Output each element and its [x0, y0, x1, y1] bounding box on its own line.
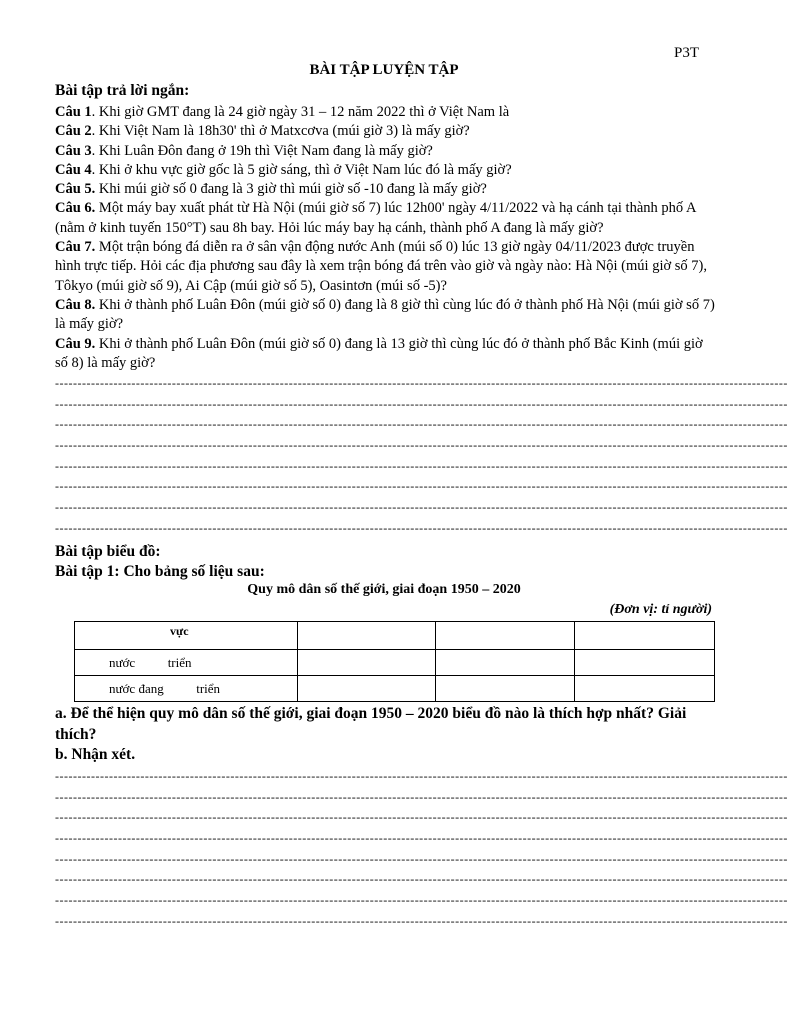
answer-line: -------------------------------------------------------------------------------------------------------------------------------------------------------------------	[55, 872, 788, 887]
table-cell	[436, 650, 575, 676]
answer-line: -------------------------------------------------------------------------------------------------------------------------------------------------------------------	[55, 376, 788, 390]
question-list	[55, 103, 715, 373]
table-cell	[436, 676, 575, 702]
question-text: Một trận bóng đá diễn ra ở sân vận động nước Anh (múi số 0) lúc 13 giờ ngày 04/11/2023 được truyền hình trực tiếp. Hỏi các địa phương sau đây là xem trận bóng đá trên vào giờ và ngày nào: Hà Nội (múi giờ số 7), Tôkyo (múi giờ số 9), Ai Cập (múi giờ số 5), Oasintơn (múi số -5)?	[55, 239, 707, 294]
answer-area-2[interactable]	[55, 766, 788, 932]
answer-line: -------------------------------------------------------------------------------------------------------------------------------------------------------------------	[55, 789, 788, 804]
row-label: nước đang triển	[75, 676, 298, 702]
question-label: Câu 6.	[55, 200, 96, 217]
question-6	[55, 199, 715, 238]
table-cell	[436, 622, 575, 650]
row-label: nước triển	[75, 650, 298, 676]
question-5	[55, 180, 715, 199]
question-label: Câu 1	[55, 104, 92, 120]
question-text: . Khi Luân Đôn đang ở 19h thì Việt Nam đang là mấy giờ?	[91, 142, 433, 159]
question-3	[55, 142, 715, 161]
question-label: Câu 5.	[55, 181, 96, 198]
table-row	[75, 676, 715, 702]
question-label: Câu 2	[55, 123, 92, 140]
page-title: BÀI TẬP LUYỆN TẬP	[309, 62, 459, 78]
answer-line: -------------------------------------------------------------------------------------------------------------------------------------------------------------------	[55, 500, 788, 515]
answer-line: -------------------------------------------------------------------------------------------------------------------------------------------------------------------	[55, 417, 788, 432]
short-answer-heading: Bài tập trả lời ngắn:	[55, 82, 190, 99]
answer-line: -------------------------------------------------------------------------------------------------------------------------------------------------------------------	[55, 810, 788, 825]
answer-line: -------------------------------------------------------------------------------------------------------------------------------------------------------------------	[55, 769, 788, 783]
table-cell	[298, 650, 436, 676]
table-caption: Quy mô dân số thế giới, giai đoạn 1950 – 2020	[247, 582, 521, 597]
answer-line: -------------------------------------------------------------------------------------------------------------------------------------------------------------------	[55, 396, 788, 411]
answer-line: -------------------------------------------------------------------------------------------------------------------------------------------------------------------	[55, 913, 788, 928]
table-cell	[298, 676, 436, 702]
exercise-1-title: Bài tập 1: Cho bảng số liệu sau:	[55, 563, 265, 580]
answer-line: -------------------------------------------------------------------------------------------------------------------------------------------------------------------	[55, 893, 788, 908]
table-row	[75, 622, 715, 650]
question-text: . Khi giờ GMT đang là 24 giờ ngày 31 – 12 năm 2022 thì ở Việt Nam là	[91, 104, 510, 120]
answer-line: -------------------------------------------------------------------------------------------------------------------------------------------------------------------	[55, 438, 788, 453]
chart-questions	[55, 704, 725, 766]
question-2	[55, 122, 715, 141]
table-row	[75, 650, 715, 676]
question-7	[55, 238, 715, 296]
population-table	[74, 621, 715, 702]
question-text: Khi ở thành phố Luân Đôn (múi giờ số 0) đang là 8 giờ thì cùng lúc đó ở thành phố Hà Nội (múi giờ số 7) là mấy giờ?	[55, 296, 715, 333]
answer-line: -------------------------------------------------------------------------------------------------------------------------------------------------------------------	[55, 851, 788, 866]
question-label: Câu 4	[55, 161, 92, 178]
question-label: Câu 9.	[55, 335, 96, 352]
question-label: Câu 3	[55, 142, 92, 159]
table-cell	[575, 676, 715, 702]
question-text: Khi múi giờ số 0 đang là 3 giờ thì múi giờ số -10 đang là mấy giờ?	[95, 181, 487, 198]
row-label: vực	[75, 622, 298, 650]
question-text: . Khi ở khu vực giờ gốc là 5 giờ sáng, thì ở Việt Nam lúc đó là mấy giờ?	[91, 161, 512, 178]
chart-exercise-heading: Bài tập biểu đồ:	[55, 543, 161, 560]
question-9	[55, 335, 715, 374]
answer-line: -------------------------------------------------------------------------------------------------------------------------------------------------------------------	[55, 458, 788, 473]
table-cell	[575, 622, 715, 650]
question-label: Câu 7.	[55, 239, 96, 256]
answer-line: -------------------------------------------------------------------------------------------------------------------------------------------------------------------	[55, 831, 788, 846]
question-text: Khi ở thành phố Luân Đôn (múi giờ số 0) đang là 13 giờ thì cùng lúc đó ở thành phố Bắc Kinh (múi giờ số 8) là mấy giờ?	[55, 335, 703, 371]
answer-area-1[interactable]	[55, 373, 788, 539]
question-b: b. Nhận xét.	[55, 746, 136, 763]
question-1	[55, 103, 715, 122]
page-code: P3T	[674, 45, 700, 61]
table-unit: (Đơn vị: tỉ người)	[609, 602, 712, 617]
table-cell	[298, 622, 436, 650]
answer-line: -------------------------------------------------------------------------------------------------------------------------------------------------------------------	[55, 479, 788, 494]
question-8	[55, 296, 715, 335]
question-text: Một máy bay xuất phát từ Hà Nội (múi giờ số 7) lúc 12h00' ngày 4/11/2022 và hạ cánh tại thành phố A (nằm ở kinh tuyến 150°T) sau 8h bay. Hỏi lúc máy bay hạ cánh, thành phố A đang là mấy giờ?	[55, 200, 696, 236]
question-text: . Khi Việt Nam là 18h30' thì ở Matxcơva (múi giờ 3) là mấy giờ?	[91, 123, 470, 140]
question-label: Câu 8.	[55, 296, 96, 313]
question-a: a. Để thể hiện quy mô dân số thế giới, giai đoạn 1950 – 2020 biểu đồ nào là thích hợp nhất? Giải thích?	[55, 705, 687, 743]
table-cell	[575, 650, 715, 676]
answer-line: -------------------------------------------------------------------------------------------------------------------------------------------------------------------	[55, 520, 788, 535]
question-4	[55, 161, 715, 180]
